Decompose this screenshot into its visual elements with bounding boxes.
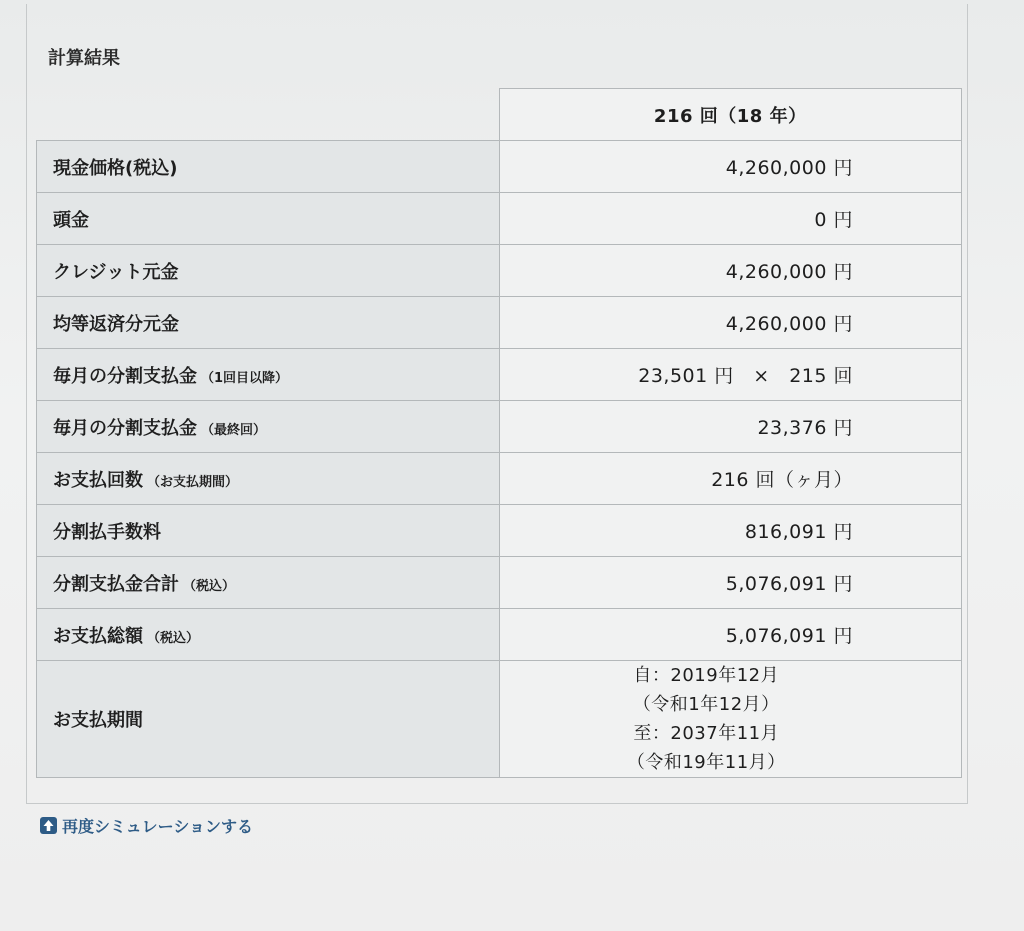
table-row-cash-price [37,141,962,193]
header-spacer [37,89,500,141]
row-value: 0 円 [499,193,962,245]
row-label [37,609,500,661]
period-from-era: （令和1年12月） [632,694,780,715]
table-row-equal-principal [37,297,962,349]
period-value [499,661,962,778]
row-label [37,401,500,453]
table-header-row [37,89,962,141]
row-label-note: （1回目以降） [201,370,289,386]
row-value: 23,376 円 [499,401,962,453]
row-label-note: （税込） [147,630,200,646]
row-value: 4,260,000 円 [499,141,962,193]
table-row-payment-total [37,609,962,661]
table-row-payment-count [37,453,962,505]
period-to: 至：2037年11月 [633,723,780,744]
arrow-up-icon [40,817,57,834]
column-header: 216 回（18 年） [499,89,962,141]
table-row-installment-fee [37,505,962,557]
row-label [37,297,500,349]
row-label [37,349,500,401]
row-value: 4,260,000 円 [499,245,962,297]
period-to-era: （令和19年11月） [626,752,786,773]
row-value: 23,501 円 × 215 回 [499,349,962,401]
row-label-note: （税込） [183,578,236,594]
row-label [37,141,500,193]
row-label [37,661,500,778]
result-table [36,88,962,778]
table-row-installment-total [37,557,962,609]
period-from: 自：2019年12月 [633,665,780,686]
row-value: 4,260,000 円 [499,297,962,349]
resimulate-link[interactable] [40,814,253,837]
row-label-note: （最終回） [201,422,267,438]
row-label-text: 毎月の分割支払金 [53,365,197,387]
row-label-note: （お支払期間） [147,474,239,490]
table-row-final-payment [37,401,962,453]
row-value: 216 回（ヶ月） [499,453,962,505]
row-label [37,245,500,297]
table-row-monthly-payment [37,349,962,401]
row-label [37,453,500,505]
row-label-text: 頭金 [53,209,89,231]
row-label-text: お支払期間 [53,710,143,731]
row-label-text: 分割支払金合計 [53,573,179,595]
row-label [37,557,500,609]
row-value: 816,091 円 [499,505,962,557]
row-label [37,505,500,557]
row-value: 5,076,091 円 [499,557,962,609]
row-label-text: 均等返済分元金 [53,313,179,335]
table-row-down-payment [37,193,962,245]
page-title: 計算結果 [48,48,120,69]
row-label-text: お支払回数 [53,469,143,491]
row-label-text: お支払総額 [53,625,143,647]
resimulate-label[interactable]: 再度シミュレーションする [62,817,254,836]
table-row-credit-principal [37,245,962,297]
table-row-payment-period [37,661,962,778]
row-label [37,193,500,245]
row-label-text: クレジット元金 [53,261,179,283]
row-label-text: 現金価格(税込) [53,157,178,179]
row-label-text: 毎月の分割支払金 [53,417,197,439]
row-value: 5,076,091 円 [499,609,962,661]
row-label-text: 分割払手数料 [53,521,161,543]
